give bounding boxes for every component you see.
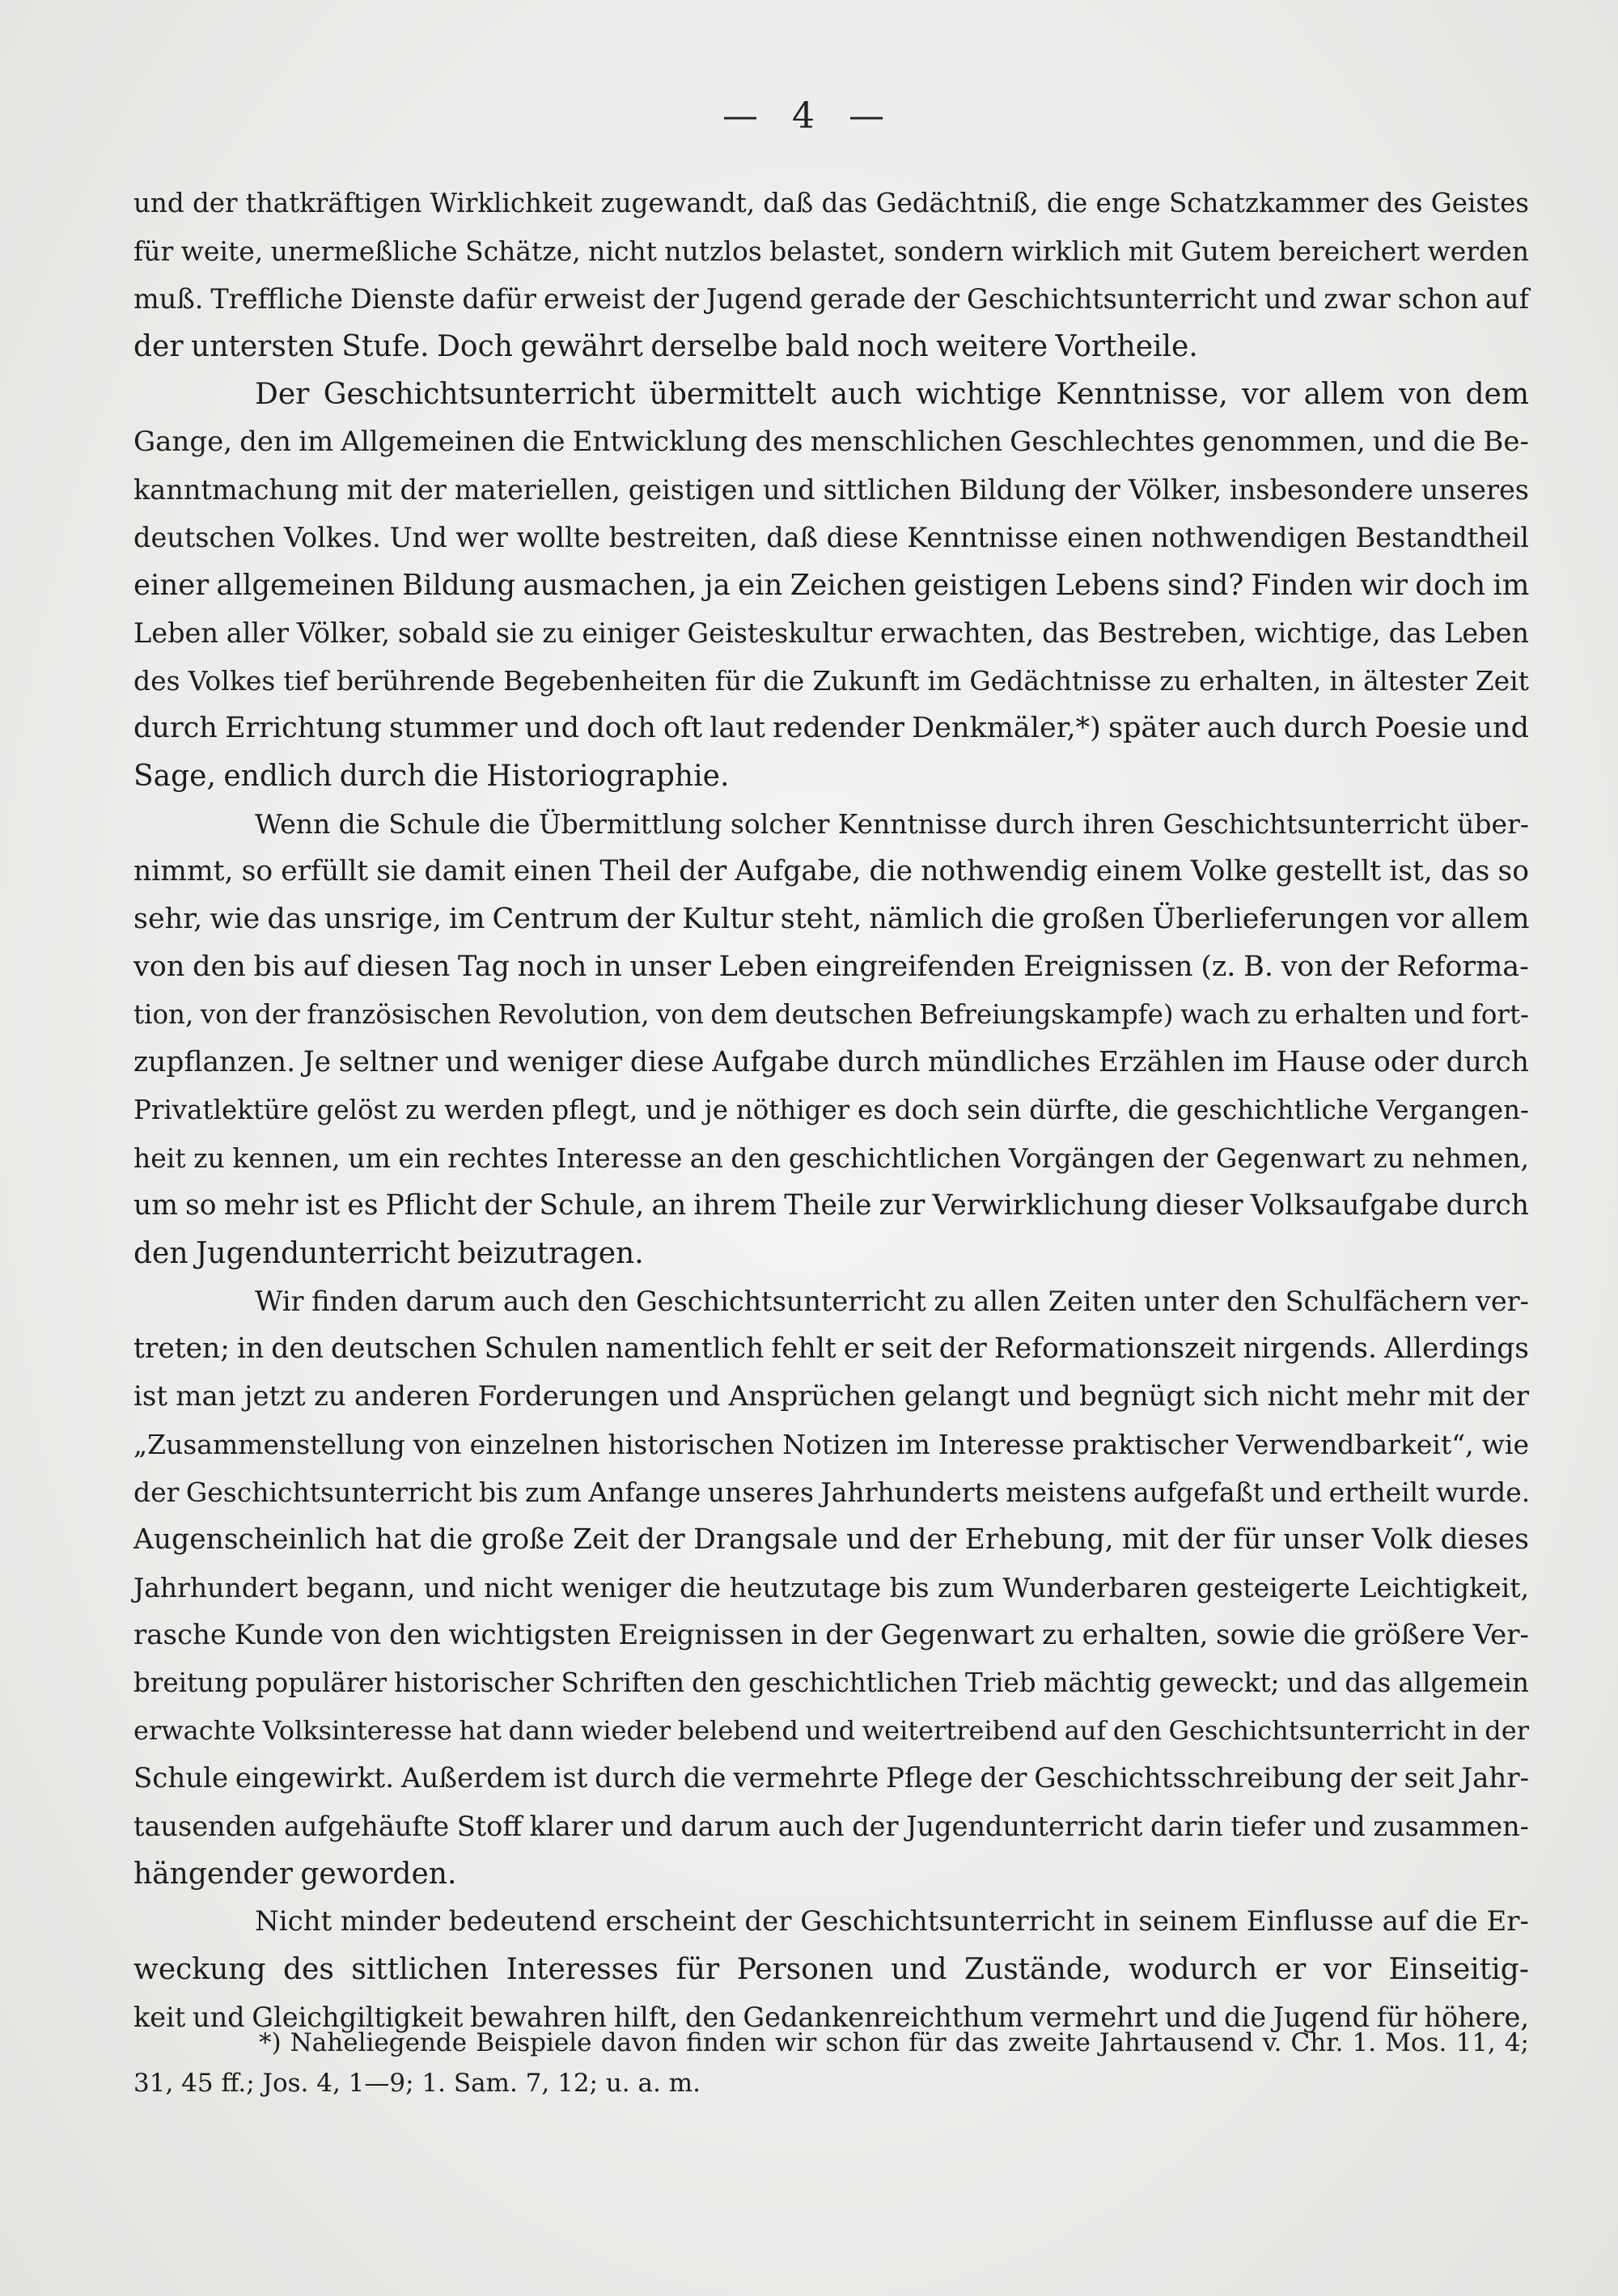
text-line: des Volkes tief berührende Begebenheiten für die Zukunft im Gedächtnisse zu erhalten, in ältester Zeit [133,665,1529,697]
text-line: heit zu kennen, um ein rechtes Interesse an den geschichtlichen Vorgängen der Gegenwart zu nehmen, [133,1142,1529,1174]
text-line: für weite, unermeßliche Schätze, nicht nutzlos belastet, sondern wirklich mit Gutem bereichert werden [133,235,1529,267]
text-line: Schule eingewirkt. Außerdem ist durch die vermehrte Pflege der Geschichtsschreibung der seit Jahr- [133,1762,1530,1794]
text-line: der untersten Stufe. Doch gewährt derselbe bald noch weitere Vortheile. [133,330,1198,363]
text-line: hängender geworden. [133,1858,457,1891]
text-line: keit und Gleichgiltigkeit bewahren hilft, den Gedankenreichthum vermehrt und die Jugend für höhere, [133,2002,1529,2033]
text-line: einer allgemeinen Bildung ausmachen, ja ein Zeichen geistigen Lebens sind? Finden wir doch im [133,569,1530,602]
text-line: muß. Treffliche Dienste dafür erweist der Jugend gerade der Geschichtsunterricht und zwar schon auf [133,283,1529,315]
page-number: — 4 — [722,95,896,137]
text-line: den Jugendunterricht beizutragen. [133,1237,644,1270]
paragraph-start-line: Wir finden darum auch den Geschichtsunterricht zu allen Zeiten unter den Schulfächern ver- [255,1286,1529,1317]
footnote-line: *) Naheliegende Beispiele davon finden wir schon für das zweite Jahrtausend v. Chr. 1. Mos. 11, 4; [259,2028,1529,2057]
text-line: tausenden aufgehäufte Stoff klarer und darum auch der Jugendunterricht darin tiefer und zusammen- [133,1811,1529,1842]
text-line: deutschen Volkes. Und wer wollte bestreiten, daß diese Kenntnisse einen nothwendigen Bestandtheil [133,522,1529,553]
paragraph-start-line: Der Geschichtsunterricht übermittelt auch wichtige Kenntnisse, vor allem von dem [255,378,1529,411]
text-line: breitung populärer historischer Schriften den geschichtlichen Trieb mächtig geweckt; und das allgemein [133,1667,1529,1698]
body-text [133,180,1529,2041]
text-line: ist man jetzt zu anderen Forderungen und Ansprüchen gelangt und begnügt sich nicht mehr mit der [133,1380,1529,1413]
text-line: Leben aller Völker, sobald sie zu einiger Geisteskultur erwachten, das Bestreben, wichtige, das Leben [133,617,1529,649]
text-line: Jahrhundert begann, und nicht weniger die heutzutage bis zum Wunderbaren gesteigerte Leichtigkeit, [133,1572,1529,1603]
footnote-line: 31, 45 ff.; Jos. 4, 1—9; 1. Sam. 7, 12; u. a. m. [133,2069,701,2098]
text-line: kanntmachung mit der materiellen, geistigen und sittlichen Bildung der Völker, insbesondere unseres [133,474,1529,506]
text-line: der Geschichtsunterricht bis zum Anfange unseres Jahrhunderts meistens aufgefaßt und ertheilt wurde. [133,1476,1531,1508]
text-line: sehr, wie das unsrige, im Centrum der Kultur steht, nämlich die großen Überlieferungen vor allem [133,903,1530,935]
text-line: treten; in den deutschen Schulen namentlich fehlt er seit der Reformationszeit nirgends. Allerdings [133,1332,1529,1365]
footnote [133,2023,1529,2103]
text-line: tion, von der französischen Revolution, von dem deutschen Befreiungskampfe) wach zu erhalten und fort- [133,999,1529,1030]
text-line: weckung des sittlichen Interesses für Personen und Zustände, wodurch er vor Einseitig- [133,1953,1529,1986]
text-line: Privatlektüre gelöst zu werden pflegt, und je nöthiger es doch sein dürfte, die geschichtliche Vergangen- [133,1095,1529,1125]
text-line: Augenscheinlich hat die große Zeit der Drangsale und der Erhebung, mit der für unser Volk dieses [133,1523,1529,1556]
text-line: um so mehr ist es Pflicht der Schule, an ihrem Theile zur Verwirklichung dieser Volksaufgabe durch [133,1189,1529,1222]
paragraph-start-line: Wenn die Schule die Übermittlung solcher Kenntnisse durch ihren Geschichtsunterricht über- [255,808,1529,840]
text-line: Sage, endlich durch die Historiographie. [133,760,730,793]
text-line: von den bis auf diesen Tag noch in unser Leben eingreifenden Ereignissen (z. B. von der Reforma- [133,951,1529,983]
text-line: zupflanzen. Je seltner und weniger diese Aufgabe durch mündliches Erzählen im Hause oder durch [133,1046,1529,1078]
text-line: und der thatkräftigen Wirklichkeit zugewandt, daß das Gedächtniß, die enge Schatzkammer des Geistes [133,188,1529,218]
paragraph-start-line: Nicht minder bedeutend erscheint der Geschichtsunterricht in seinem Einflusse auf die Er- [255,1905,1529,1938]
text-line: Gange, den im Allgemeinen die Entwicklung des menschlichen Geschlechtes genommen, und die Be- [133,426,1529,458]
text-line: durch Errichtung stummer und doch oft laut redender Denkmäler,*) später auch durch Poesie und [133,712,1529,744]
text-line: erwachte Volksinteresse hat dann wieder belebend und weitertreibend auf den Geschichtsunterricht in der [133,1715,1529,1746]
text-line: rasche Kunde von den wichtigsten Ereignissen in der Gegenwart zu erhalten, sowie die größere Ver- [133,1619,1529,1651]
text-line: „Zusammenstellung von einzelnen historischen Notizen im Interesse praktischer Verwendbarkeit“, wie [133,1429,1529,1460]
text-line: nimmt, so erfüllt sie damit einen Theil der Aufgabe, die nothwendig einem Volke gestellt ist, das so [133,855,1529,887]
